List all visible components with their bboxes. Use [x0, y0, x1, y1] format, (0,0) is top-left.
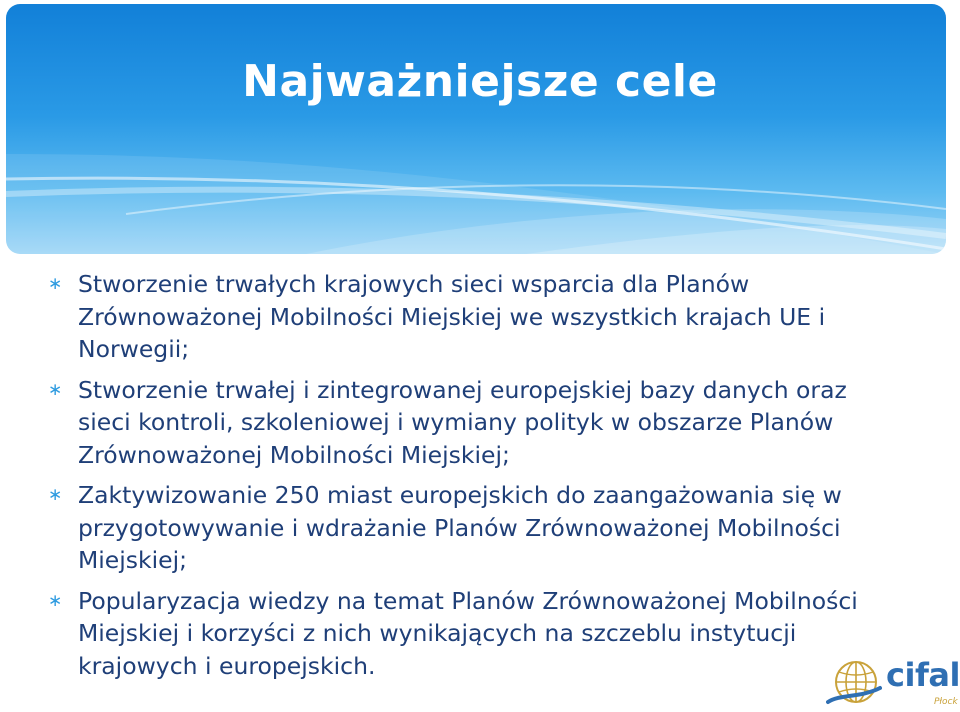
bullet-text: Popularyzacja wiedzy na temat Planów Zrównoważonej Mobilności Miejskiej i korzyści z nich wynikających na szczeblu instytucji krajowych i europejskich.: [78, 586, 858, 680]
logo-subtitle: Płock: [934, 697, 958, 707]
bullet-item: [48, 585, 878, 683]
bullet-list: [48, 268, 878, 690]
asterisk-bullet-icon: ∗: [48, 274, 63, 294]
bullet-item: [48, 479, 878, 577]
asterisk-bullet-icon: ∗: [48, 590, 63, 611]
bullet-item: [48, 374, 878, 472]
bullet-item: [48, 268, 878, 366]
asterisk-bullet-icon: ∗: [48, 485, 63, 505]
globe-icon: [826, 658, 882, 710]
bullet-text: Zaktywizowanie 250 miast europejskich do zaangażowania się w przygotowywanie i wdrażanie Planów Zrównoważonej Mobilności Miejskiej;: [78, 481, 842, 574]
bullet-text: Stworzenie trwałej i zintegrowanej europejskiej bazy danych oraz sieci kontroli, szkoleniowej i wymiany polityk w obszarze Planów Zrównoważonej Mobilności Miejskiej;: [78, 375, 847, 469]
cifal-logo: [826, 656, 960, 712]
title-banner: [6, 4, 946, 254]
logo-wordmark: cifal: [886, 656, 960, 694]
banner-wave-decoration: [6, 4, 946, 254]
asterisk-bullet-icon: ∗: [48, 379, 63, 400]
bullet-text: Stworzenie trwałych krajowych sieci wsparcia dla Planów Zrównoważonej Mobilności Miejskiej we wszystkich krajach UE i Norwegii;: [78, 270, 826, 363]
slide-title: Najważniejsze cele: [242, 56, 718, 107]
